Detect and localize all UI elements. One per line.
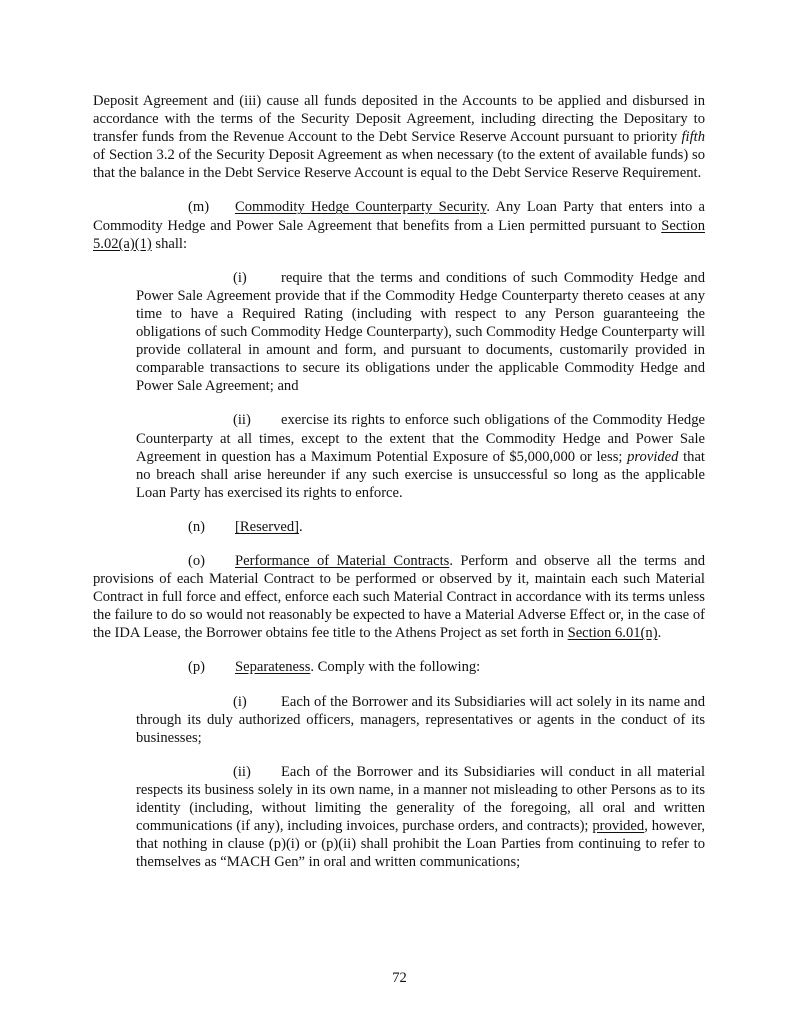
section-m-ii bbox=[136, 411, 705, 501]
section-m-ii-italic: provided bbox=[627, 448, 679, 465]
section-p-label: (p) bbox=[188, 659, 206, 676]
section-n bbox=[93, 518, 705, 536]
section-p-text: . Comply with the following: bbox=[310, 659, 481, 676]
section-m-ii-end: that no breach shall arise hereunder if any such exercise is unsuccessful so long as the applicable Loan Party has exercised its rights to enforce. bbox=[136, 448, 705, 501]
section-m-label: (m) bbox=[188, 199, 210, 216]
section-m-ii-text: exercise its rights to enforce such obligations of the Commodity Hedge Counterparty at all times, except to the extent that the Commodity Hedge and Power Sale Agreement in question has a Maximum Potential Exposure of $5,000,000 or less; bbox=[136, 412, 705, 465]
section-o-text: . Perform and observe all the terms and provisions of each Material Contract to be performed or observed by it, maintain each such Material Contract in full force and effect, enforce each such Material Contract in accordance with its terms unless the failure to do so would not reasonably be expected to have a Material Adverse Effect or, in the case of the IDA Lease, the Borrower obtains fee title to the Athens Project as set forth in bbox=[93, 552, 706, 642]
section-m-ii-label: (ii) bbox=[233, 412, 251, 429]
page-number: 72 bbox=[392, 970, 407, 986]
section-p-ii bbox=[136, 763, 705, 872]
section-n-end: . bbox=[299, 518, 303, 535]
section-m-i bbox=[136, 269, 705, 396]
section-o-reference: Section 6.01(n) bbox=[567, 625, 658, 642]
section-p-ii-end: , however, that nothing in clause (p)(i) or (p)(ii) shall prohibit the Loan Parties from continuing to refer to themselves as “MACH Gen” in oral and written communications; bbox=[136, 818, 706, 871]
section-m-i-text: require that the terms and conditions of such Commodity Hedge and Power Sale Agreement provide that if the Commodity Hedge Counterparty thereto ceases at any time to have a Required Rating (including with respect to any Person guaranteeing the obligations of such Commodity Hedge Counterparty), such Commodity Hedge Counterparty will provide collateral in amount and form, and pursuant to documents, customarily provided in comparable transactions to secure its obligations under the applicable Commodity Hedge and Power Sale Agreement; and bbox=[136, 269, 705, 395]
section-p-heading: Separateness bbox=[235, 659, 311, 676]
section-p-i bbox=[136, 693, 705, 747]
intro-italic: fifth bbox=[681, 129, 705, 146]
section-m-heading: Commodity Hedge Counterparty Security bbox=[235, 199, 487, 216]
intro-text-end: of Section 3.2 of the Security Deposit Agreement as when necessary (to the extent of available funds) so that the balance in the Debt Service Reserve Account is equal to the Debt Service Reserve Requirement. bbox=[93, 147, 705, 182]
section-o-label: (o) bbox=[188, 552, 206, 569]
section-p-ii-text: Each of the Borrower and its Subsidiaries will conduct in all material respects its business solely in its own name, in a manner not misleading to other Persons as to its identity (including, without limiting the generality of the foregoing, all oral and written communications (if any), including invoices, purchase orders, and contracts); bbox=[136, 763, 705, 835]
section-m-reference: Section 5.02(a)(1) bbox=[93, 217, 705, 252]
section-o-end: . bbox=[657, 625, 662, 642]
intro-text: Deposit Agreement and (iii) cause all funds deposited in the Accounts to be applied and disbursed in accordance with the terms of the Security Deposit Agreement, including directing the Depositary to transfer funds from the Revenue Account to the Debt Service Reserve Account pursuant to priority bbox=[93, 93, 705, 146]
section-p-ii-label: (ii) bbox=[233, 763, 251, 780]
section-p-i-text: Each of the Borrower and its Subsidiaries will act solely in its name and through its duly authorized officers, managers, representatives or agents in the conduct of its businesses; bbox=[136, 693, 705, 746]
section-p-ii-underlined: provided bbox=[592, 818, 645, 835]
section-m bbox=[93, 198, 705, 252]
section-o-heading: Performance of Material Contracts bbox=[235, 552, 450, 569]
section-m-text: . Any Loan Party that enters into a Commodity Hedge and Power Sale Agreement that benefits from a Lien permitted pursuant to bbox=[93, 199, 705, 234]
section-n-label: (n) bbox=[188, 518, 206, 535]
intro-paragraph bbox=[93, 92, 705, 182]
section-p bbox=[93, 658, 705, 676]
section-p-i-label: (i) bbox=[233, 693, 247, 710]
section-m-i-label: (i) bbox=[233, 269, 247, 286]
section-m-end: shall: bbox=[151, 235, 188, 252]
document-page bbox=[93, 92, 705, 887]
section-n-heading: [Reserved] bbox=[235, 518, 300, 535]
section-o bbox=[93, 552, 705, 642]
